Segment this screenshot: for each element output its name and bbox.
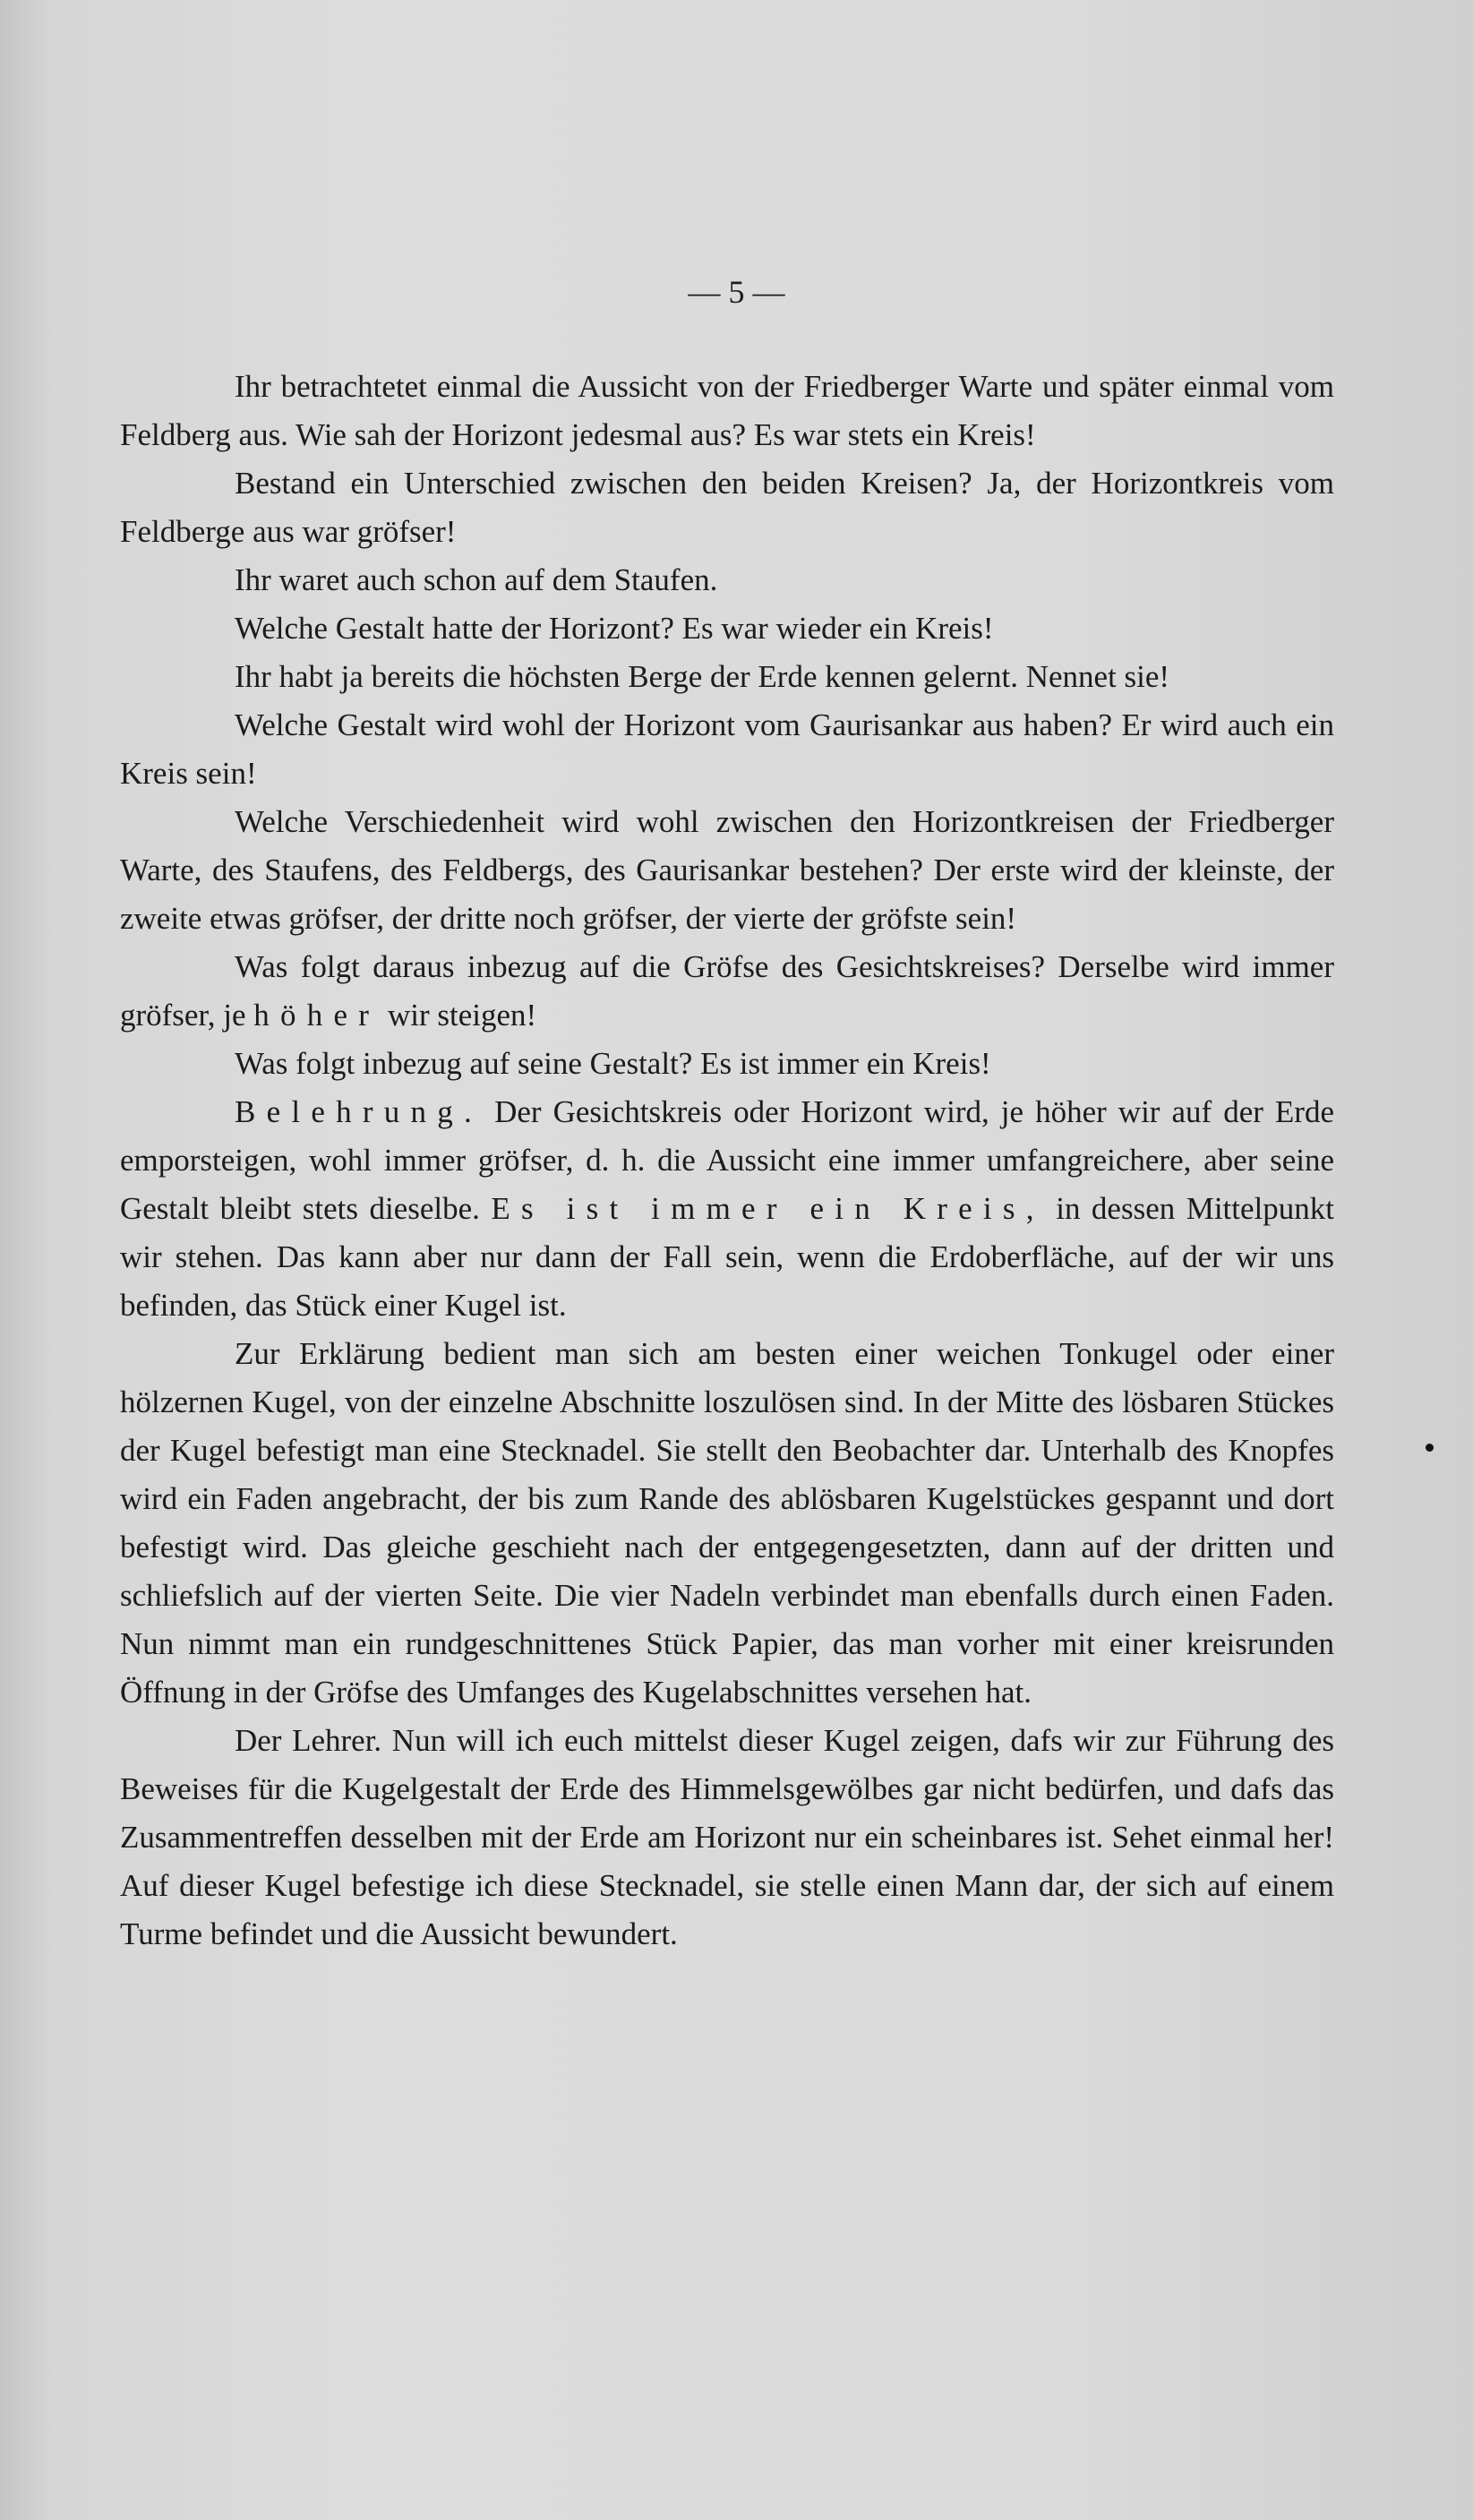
- body-text: [120, 363, 1334, 1959]
- ink-speck: [1426, 1444, 1434, 1452]
- paragraph-10-mid: Der Gesichtskreis oder Horizont wird, je höher wir auf der Erde emporsteigen, wohl immer gröfser, d. h. die Aussicht eine immer umfangreichere, aber seine Gestalt bleibt stets dieselbe.: [120, 1094, 1334, 1226]
- paragraph-8-after: wir steigen!: [380, 998, 537, 1033]
- paragraph-8-before: Was folgt daraus inbezug auf die Gröfse des Gesichtskreises? Derselbe wird immer gröfser, je: [120, 949, 1334, 1033]
- paragraph-2: Bestand ein Unterschied zwischen den beiden Kreisen? Ja, der Horizontkreis vom Feldberge aus war gröfser!: [120, 466, 1334, 549]
- paragraph-3: Ihr waret auch schon auf dem Staufen.: [235, 562, 718, 597]
- paragraph-4: Welche Gestalt hatte der Horizont? Es war wieder ein Kreis!: [235, 611, 994, 646]
- paragraph-11: Zur Erklärung bedient man sich am besten einer weichen Tonkugel oder einer hölzernen Kugel, von der einzelne Abschnitte loszulösen sind. In der Mitte des lösbaren Stückes der Kugel befestigt man eine Stecknadel. Sie stellt den Beobachter dar. Unterhalb des Knopfes wird ein Faden angebracht, der bis zum Rande des ablösbaren Kugelstückes gespannt und dort befestigt wird. Das gleiche geschieht nach der entgegengesetzten, dann auf der dritten und schliefslich auf der vierten Seite. Die vier Nadeln verbindet man ebenfalls durch einen Faden. Nun nimmt man ein rundgeschnittenes Stück Papier, das man vorher mit einer kreisrunden Öffnung in der Gröfse des Umfanges des Kugelabschnittes versehen hat.: [120, 1336, 1334, 1710]
- paragraph-6: Welche Gestalt wird wohl der Horizont vom Gaurisankar aus haben? Er wird auch ein Kreis sein!: [120, 707, 1334, 791]
- paragraph-8: [120, 943, 1334, 1040]
- paragraph-10-spaced-2: Es ist immer ein Kreis,: [491, 1191, 1045, 1226]
- page-body: [120, 363, 1334, 1959]
- paragraph-10-spaced-1: Belehrung.: [235, 1094, 484, 1129]
- paragraph-12: Der Lehrer. Nun will ich euch mittelst dieser Kugel zeigen, dafs wir zur Führung des Beweises für die Kugelgestalt der Erde des Himmelsgewölbes gar nicht bedürfen, und dafs das Zusammentreffen desselben mit der Erde am Horizont nur ein scheinbares ist. Sehet einmal her! Auf dieser Kugel befestige ich diese Stecknadel, sie stelle einen Mann dar, der sich auf einem Turme befindet und die Aussicht bewundert.: [120, 1723, 1334, 1951]
- paragraph-10: [120, 1088, 1334, 1330]
- paragraph-7: Welche Verschiedenheit wird wohl zwischen den Horizontkreisen der Friedberger Warte, des Staufens, des Feldbergs, des Gaurisankar bestehen? Der erste wird der kleinste, der zweite etwas gröfser, der dritte noch gröfser, der vierte der gröfste sein!: [120, 804, 1334, 936]
- paragraph-5: Ihr habt ja bereits die höchsten Berge der Erde kennen gelernt. Nennet sie!: [235, 659, 1170, 694]
- page-number: — 5 —: [688, 274, 785, 310]
- paragraph-10-end: in dessen Mittelpunkt wir stehen. Das kann aber nur dann der Fall sein, wenn die Erdoberfläche, auf der wir uns befinden, das Stück einer Kugel ist.: [120, 1191, 1334, 1323]
- paragraph-9: Was folgt inbezug auf seine Gestalt? Es ist immer ein Kreis!: [235, 1046, 991, 1081]
- paragraph-8-spaced: höher: [253, 998, 381, 1033]
- paragraph-1: Ihr betrachtetet einmal die Aussicht von der Friedberger Warte und später einmal vom Feldberg aus. Wie sah der Horizont jedesmal aus? Es war stets ein Kreis!: [120, 369, 1334, 452]
